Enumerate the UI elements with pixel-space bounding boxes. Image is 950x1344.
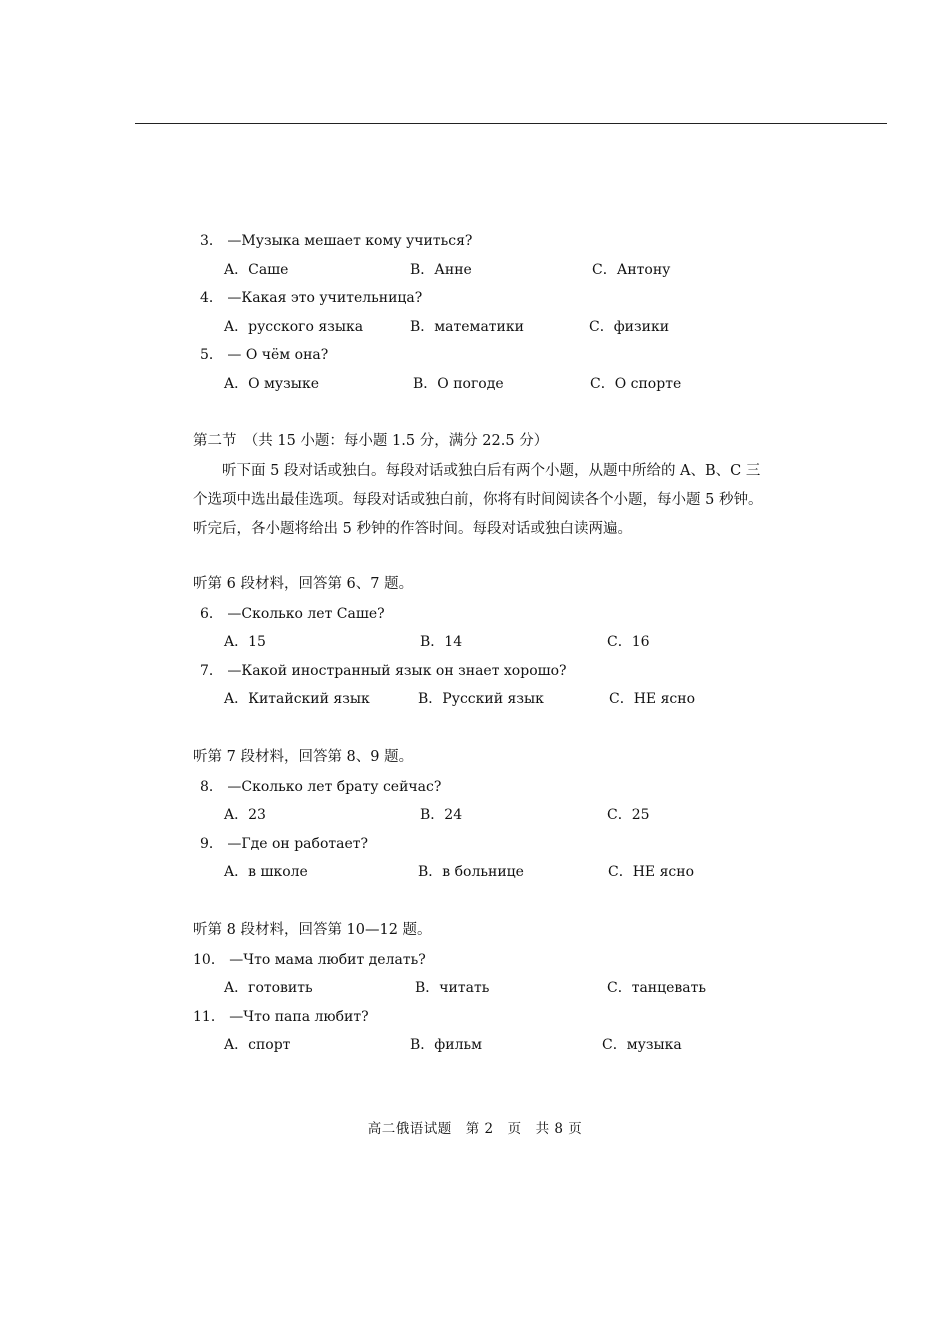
option-c: C．НЕ ясно	[609, 691, 696, 707]
question-11	[193, 1008, 369, 1026]
question-text: —Какая это учительница?	[227, 290, 423, 306]
question-number: 11．	[193, 1009, 225, 1025]
question-number: 3．	[200, 233, 223, 249]
option-a: A．спорт	[224, 1037, 291, 1053]
question-7	[200, 662, 567, 680]
option-a: A．Китайский язык	[224, 691, 370, 707]
option-b: B．в больнице	[418, 864, 524, 880]
option-c: C．музыка	[602, 1037, 682, 1053]
header-rule	[135, 123, 887, 124]
option-c: C．О спорте	[590, 376, 682, 392]
question-text: —Какой иностранный язык он знает хорошо?	[227, 663, 567, 679]
option-b: B．читать	[415, 980, 490, 996]
option-b: B．14	[420, 634, 463, 650]
question-6	[200, 605, 385, 623]
question-number: 9．	[200, 836, 223, 852]
question-text: — О чём она?	[227, 347, 329, 363]
question-3	[200, 232, 472, 250]
instruction-line: 个选项中选出最佳选项。每段对话或独白前，你将有时间阅读各个小题，每小题 5 秒钟。	[193, 492, 763, 508]
option-a: A．Саше	[224, 262, 289, 278]
option-b: B．Анне	[410, 262, 472, 278]
option-a: A．15	[224, 634, 266, 650]
option-c: C．25	[607, 807, 650, 823]
question-number: 10．	[193, 952, 225, 968]
question-text: —Сколько лет брату сейчас?	[227, 779, 442, 795]
page-footer: 高二俄语试题 第 2 页 共 8 页	[367, 1121, 583, 1137]
option-b: B．О погоде	[413, 376, 504, 392]
option-a: A．готовить	[224, 980, 313, 996]
option-c: C．физики	[589, 319, 670, 335]
group-heading: 听第 8 段材料，回答第 10—12 题。	[193, 922, 432, 938]
instruction-line: 听完后，各小题将给出 5 秒钟的作答时间。每段对话或独白读两遍。	[193, 521, 632, 537]
option-b: B．24	[420, 807, 463, 823]
option-b: B．Русский язык	[418, 691, 544, 707]
option-c: C．16	[607, 634, 650, 650]
question-number: 7．	[200, 663, 223, 679]
question-10	[193, 951, 426, 969]
section-instructions	[193, 457, 793, 544]
option-a: A．23	[224, 807, 266, 823]
option-a: A．в школе	[224, 864, 308, 880]
instruction-line: 听下面 5 段对话或独白。每段对话或独白后有两个小题，从题中所给的 A、B、C 三	[193, 463, 761, 479]
question-number: 8．	[200, 779, 223, 795]
question-text: —Что мама любит делать?	[229, 952, 426, 968]
question-text: —Сколько лет Саше?	[227, 606, 385, 622]
option-c: C．НЕ ясно	[608, 864, 695, 880]
option-c: C．танцевать	[607, 980, 707, 996]
question-text: —Музыка мешает кому учиться?	[227, 233, 473, 249]
section-title: 第二节 （共 15 小题：每小题 1.5 分，满分 22.5 分）	[193, 433, 549, 449]
question-5	[200, 346, 328, 364]
option-b: B．математики	[410, 319, 524, 335]
option-b: B．фильм	[410, 1037, 482, 1053]
option-c: C．Антону	[592, 262, 671, 278]
question-9	[200, 835, 368, 853]
question-8	[200, 778, 441, 796]
question-number: 6．	[200, 606, 223, 622]
question-number: 4．	[200, 290, 223, 306]
question-4	[200, 289, 422, 307]
question-text: —Где он работает?	[227, 836, 369, 852]
option-a: A．О музыке	[224, 376, 319, 392]
question-text: —Что папа любит?	[229, 1009, 369, 1025]
option-a: A．русского языка	[224, 319, 364, 335]
group-heading: 听第 6 段材料，回答第 6、7 题。	[193, 576, 414, 592]
group-heading: 听第 7 段材料，回答第 8、9 题。	[193, 749, 414, 765]
question-number: 5．	[200, 347, 223, 363]
